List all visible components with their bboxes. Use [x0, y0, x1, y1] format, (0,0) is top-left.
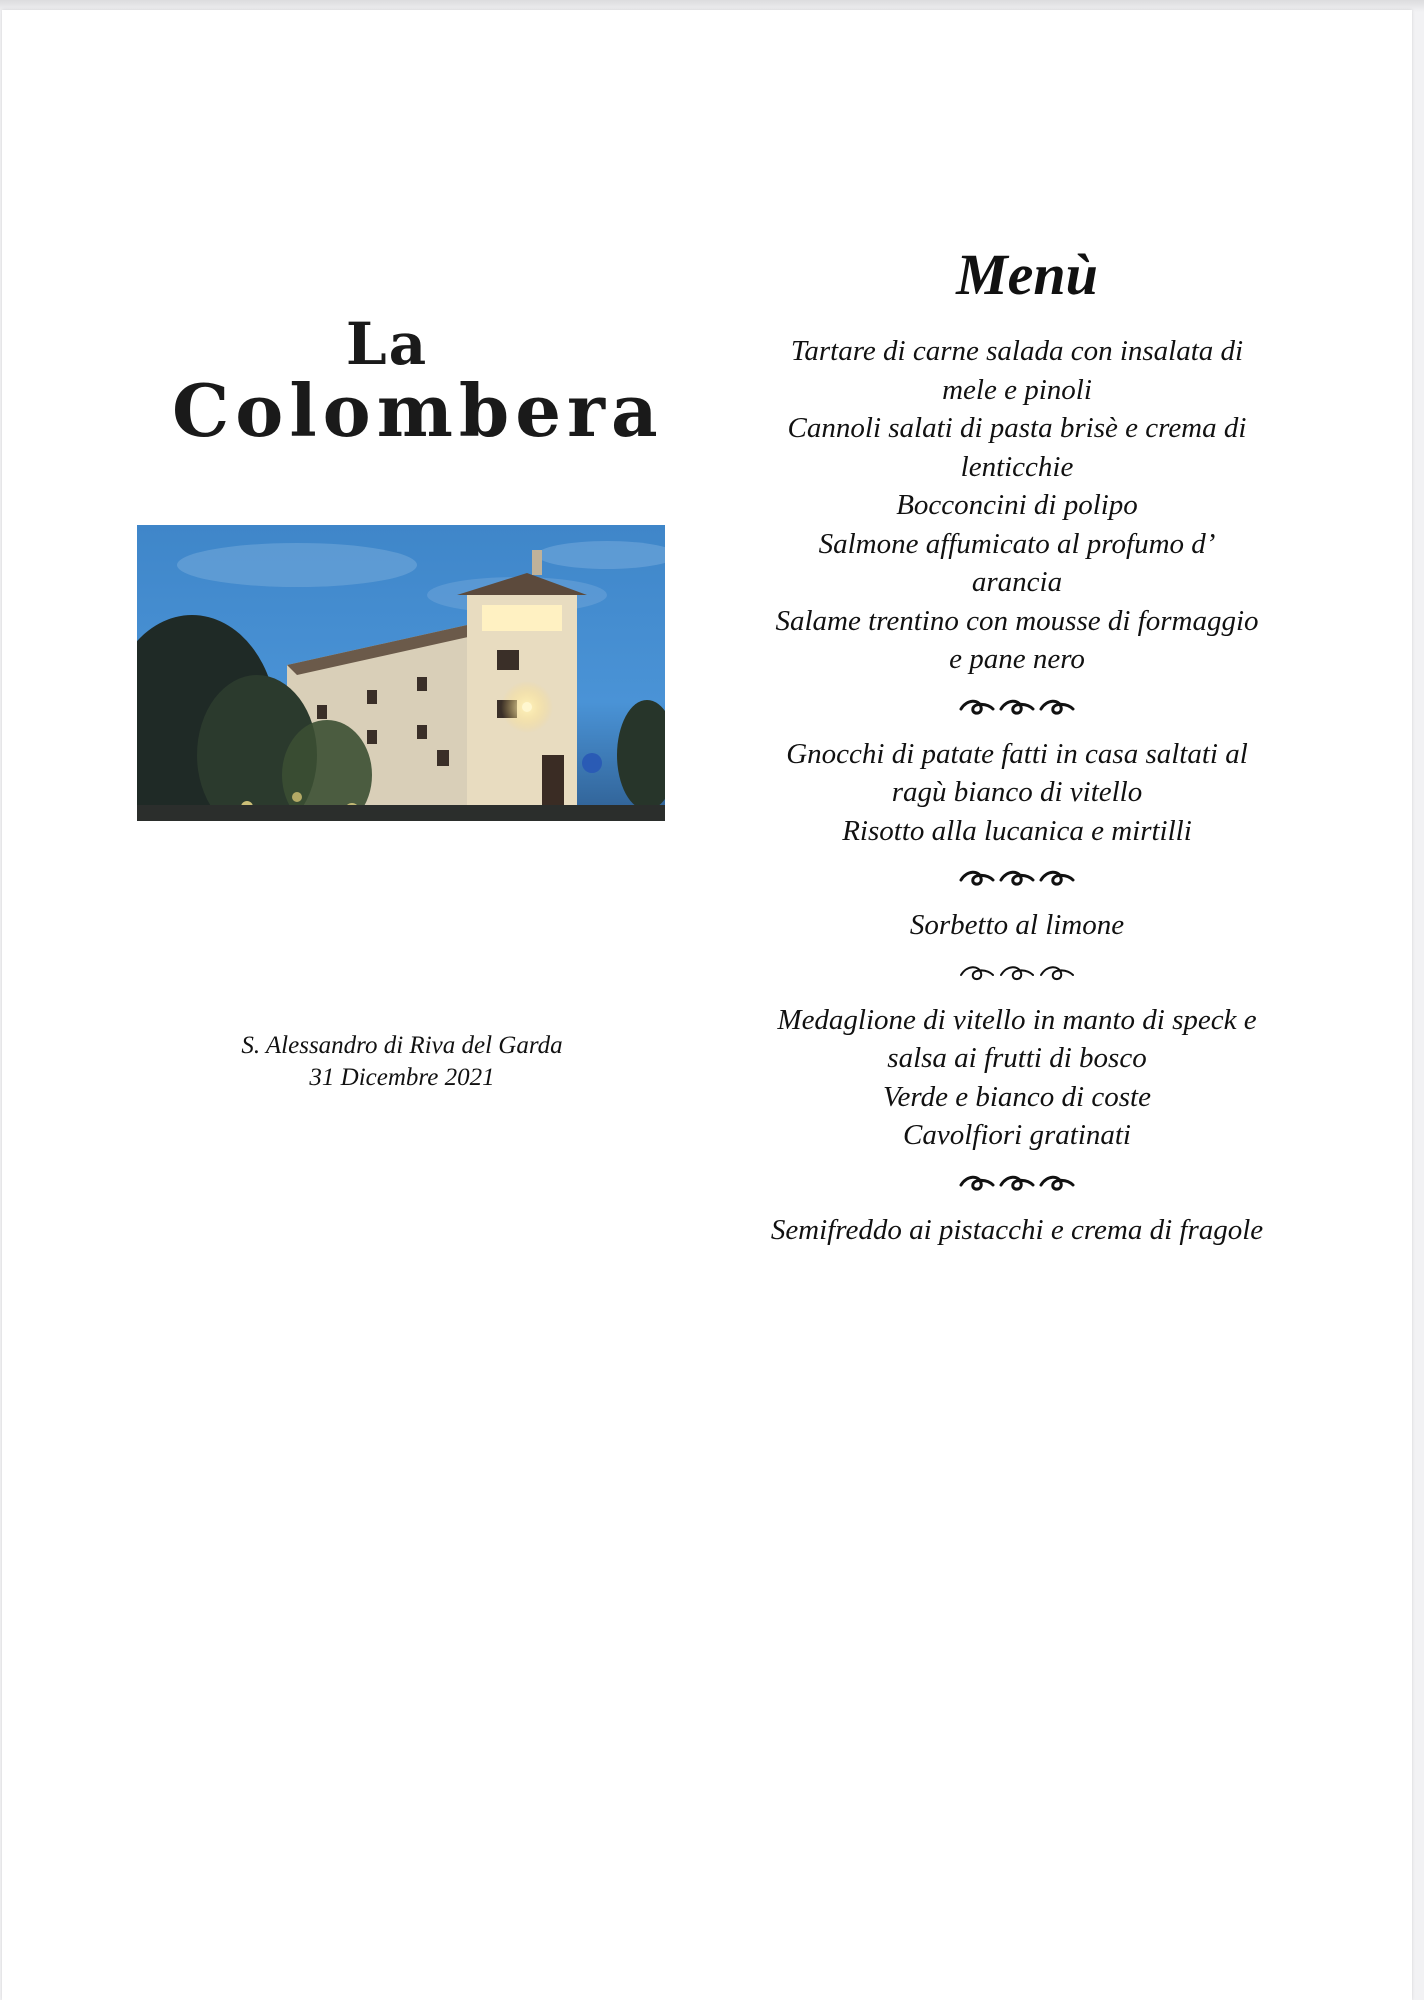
course-dolce	[737, 1211, 1297, 1250]
event-location: S. Alessandro di Riva del Garda	[241, 1032, 563, 1059]
menu-section	[737, 240, 1297, 1249]
event-info	[152, 1030, 652, 1094]
menu-item-line: Salmone affumicato al profumo d’	[818, 527, 1216, 560]
ornamental-flourish-icon	[737, 850, 1297, 906]
ornamental-flourish-icon	[737, 945, 1297, 1001]
menu-item-line: mele e pinoli	[942, 373, 1092, 406]
menu-item-line: Sorbetto al limone	[909, 909, 1125, 941]
ornamental-flourish-icon	[737, 679, 1297, 735]
restaurant-building-photo	[137, 525, 665, 821]
logo-line-2: Colombera	[172, 368, 664, 453]
restaurant-logo	[172, 310, 664, 453]
menu-item-line: ragù bianco di vitello	[891, 776, 1143, 808]
menu-item-line: salsa ai frutti di bosco	[887, 1042, 1147, 1074]
menu-item-line: e pane nero	[949, 643, 1085, 675]
course-primi	[737, 735, 1297, 851]
menu-item-line: Cavolfiori gratinati	[903, 1119, 1131, 1151]
menu-item-line: Gnocchi di patate fatti in casa saltati al	[786, 737, 1248, 770]
menu-item-line: arancia	[971, 566, 1063, 598]
menu-title: Menù	[956, 242, 1098, 307]
menu-page	[2, 10, 1412, 2000]
ornamental-flourish-icon	[737, 1155, 1297, 1211]
course-sorbetto	[737, 906, 1297, 945]
menu-item-line: Medaglione di vitello in manto di speck e	[777, 1003, 1257, 1036]
menu-item-line: Cannoli salati di pasta brisè e crema di	[787, 412, 1247, 444]
menu-item-line: Semifreddo ai pistacchi e crema di fragole	[770, 1213, 1264, 1246]
course-secondi	[737, 1001, 1297, 1155]
menu-item-line: Tartare di carne salada con insalata di	[790, 335, 1244, 367]
menu-item-line: Salame trentino con mousse di formaggio	[775, 604, 1259, 637]
menu-item-line: Bocconcini di polipo	[896, 489, 1138, 521]
course-antipasti	[737, 332, 1297, 679]
logo-line-1: La	[345, 310, 429, 378]
menu-item-line: Verde e bianco di coste	[883, 1080, 1151, 1113]
event-date: 31 Dicembre 2021	[309, 1064, 495, 1091]
menu-item-line: Risotto alla lucanica e mirtilli	[842, 814, 1192, 847]
menu-item-line: lenticchie	[960, 450, 1074, 483]
